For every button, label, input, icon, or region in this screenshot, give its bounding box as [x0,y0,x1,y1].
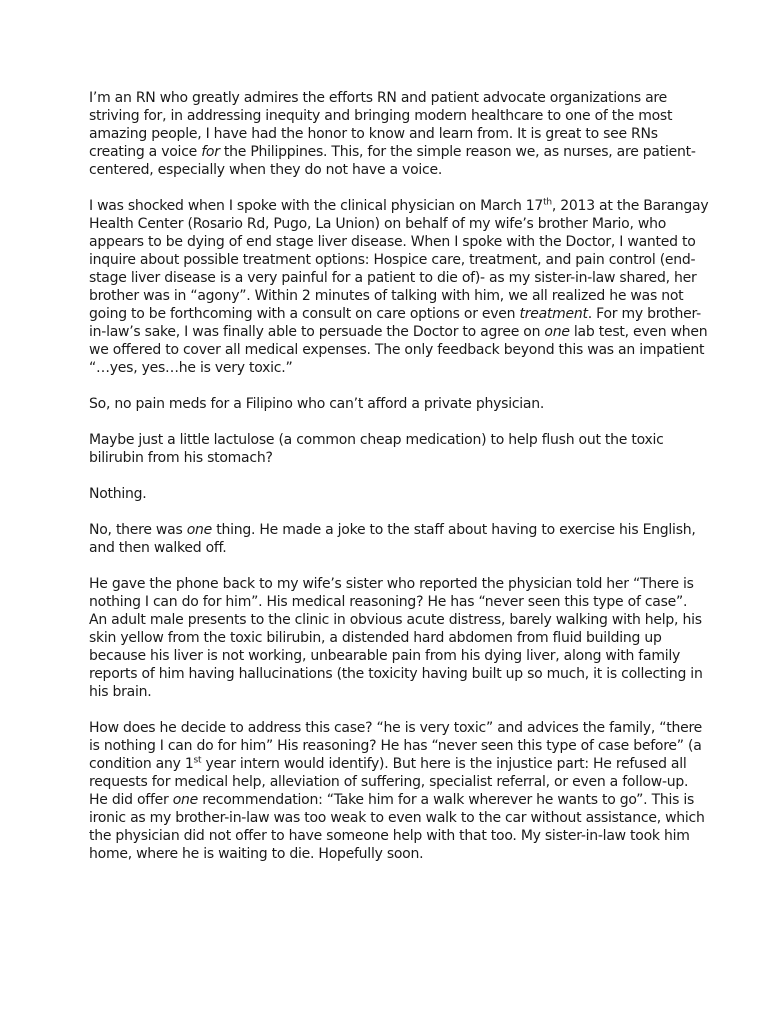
text-run: thing. He made a joke to the staff about having to exercise his English, and then walked off. [89,522,696,556]
superscript-st: st [193,755,202,766]
text-run: recommendation: “Take him for a walk wherever he wants to go”. This is ironic as my brother-in-law was too weak to even walk to the car without assistance, which the physician did not offer to have someone help with that too. My sister-in-law took him home, where he is waiting to die. Hopefully soon. [89,792,705,862]
paragraph-physician-visit [89,197,709,377]
superscript-th: th [543,197,552,208]
paragraph-intro [89,89,709,179]
text-run: the Philippines. This, for the simple reason we, as nurses, are patient-centered, especially when they do not have a voice. [89,144,696,178]
paragraph-one-thing [89,521,709,557]
emphasis-one: one [544,324,570,340]
paragraph-no-pain-meds: So, no pain meds for a Filipino who can’t afford a private physician. [89,396,545,412]
text-run: . For my brother-in-law’s sake, I was finally able to persuade the Doctor to agree on [89,306,701,340]
paragraph-lactulose: Maybe just a little lactulose (a common cheap medication) to help flush out the toxic bilirubin from his stomach? [89,432,664,466]
paragraph-nothing: Nothing. [89,486,147,502]
text-run: year intern would identify). But here is the injustice part: He refused all requests for medical help, alleviation of suffering, specialist referral, or even a follow-up. He did offer [89,756,689,808]
text-run: I was shocked when I spoke with the clinical physician on March 17 [89,198,544,214]
text-run: lab test, even when we offered to cover all medical expenses. The only feedback beyond this was an impatient “…yes, yes…he is very toxic.” [89,324,708,376]
emphasis-treatment: treatment [519,306,588,322]
text-run: , 2013 at the Barangay Health Center (Rosario Rd, Pugo, La Union) on behalf of my wife’s brother Mario, who appears to be dying of end stage liver disease. When I spoke with the Doctor, I wanted to inquire about possible treatment options: Hospice care, treatment, and pain control (end-stage liver disease is a very painful for a patient to die of)- as my sister-in-law shared, her brother was in “agony”. Within 2 minutes of talking with him, we all realized he was not going to be forthcoming with a consult on care options or even [89,198,709,322]
emphasis-one: one [172,792,199,808]
text-run: No, there was [89,522,187,538]
emphasis-for: for [201,144,220,160]
paragraph-injustice [89,719,709,863]
paragraph-phone-report: He gave the phone back to my wife’s sister who reported the physician told her “There is nothing I can do for him”. His medical reasoning? He has “never seen this type of case”. An adult male presents to the clinic in obvious acute distress, barely walking with help, his skin yellow from the toxic bilirubin, a distended hard abdomen from fluid building up because his liver is not working, unbearable pain from his dying liver, along with family reports of him having hallucinations (the toxicity having built up so much, it is collecting in his brain. [89,576,703,700]
document-page [89,89,709,881]
text-run: I’m an RN who greatly admires the efforts RN and patient advocate organizations are striving for, in addressing inequity and bringing modern healthcare to one of the most amazing people, I have had the honor to know and learn from. It is great to see RNs creating a voice [89,90,673,160]
text-run: How does he decide to address this case? “he is very toxic” and advices the family, “there is nothing I can do for him” His reasoning? He has “never seen this type of case before” (a condition any 1 [89,720,703,772]
emphasis-one: one [186,522,213,538]
